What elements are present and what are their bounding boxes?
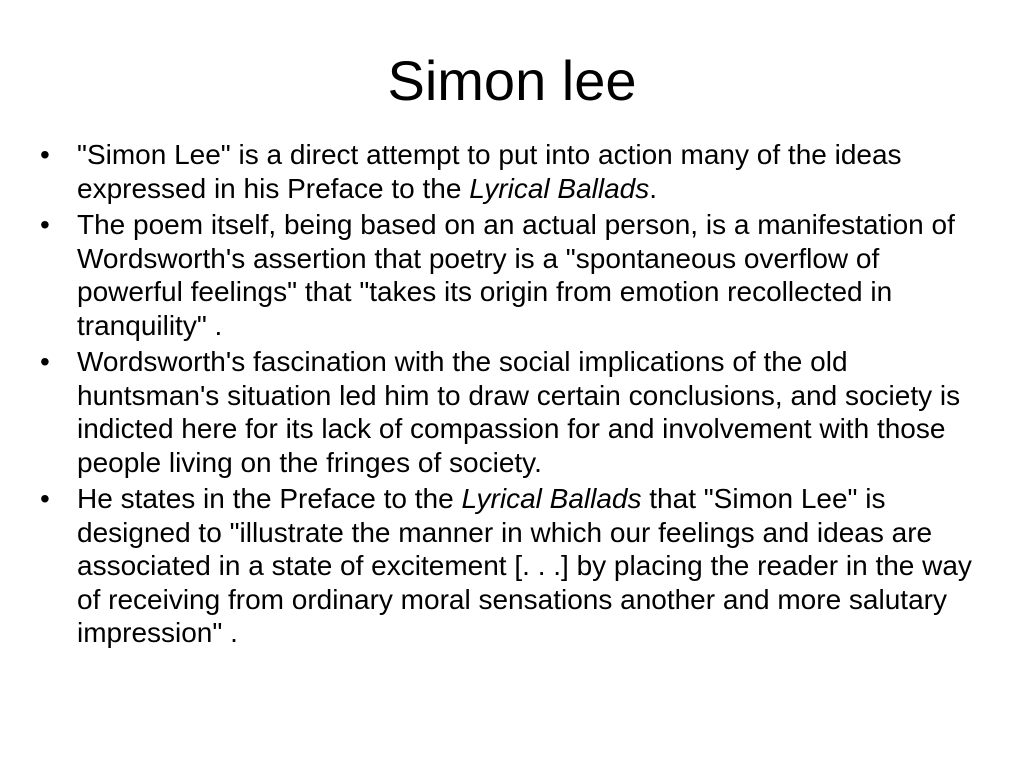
bullet-point-icon: •	[40, 346, 50, 377]
book-title: Lyrical Ballads	[461, 483, 642, 514]
bullet-text-segment: Wordsworth's fascination with the social implications of the old huntsman's situation led him to draw certain conclusions, and society is indicted here for its lack of compassion for and involvement with those people living on the fringes of society.	[77, 346, 961, 478]
bullet-text	[77, 483, 972, 648]
bullet-item	[40, 208, 980, 342]
bullet-list	[40, 138, 980, 653]
bullet-text-segment: "Simon Lee" is a direct attempt to put into action many of the ideas expressed in his Preface to the	[77, 139, 902, 204]
bullet-text-segment: He states in the Preface to the	[77, 483, 462, 514]
bullet-text-segment: The poem itself, being based on an actual person, is a manifestation of Wordsworth's assertion that poetry is a "spontaneous overflow of powerful feelings" that "takes its origin from emotion recollected in tranquility" .	[77, 209, 955, 341]
bullet-text	[77, 209, 955, 341]
bullet-text-segment: .	[649, 172, 658, 204]
slide-title: Simon lee	[387, 49, 637, 112]
book-title: Lyrical Ballads	[469, 172, 650, 204]
bullet-point-icon: •	[40, 139, 50, 170]
bullet-text	[77, 346, 960, 478]
bullet-text-segment: that "Simon Lee" is designed to "illustrate the manner in which our feelings and ideas are associated in a state of excitement [. . .] by placing the reader in the way of receiving from ordinary moral sensations another and more salutary impression" .	[77, 483, 972, 648]
bullet-text	[77, 139, 902, 204]
bullet-point-icon: •	[40, 209, 50, 240]
bullet-item	[40, 138, 980, 205]
bullet-item	[40, 482, 980, 650]
bullet-item	[40, 345, 980, 479]
bullet-point-icon: •	[40, 483, 50, 514]
